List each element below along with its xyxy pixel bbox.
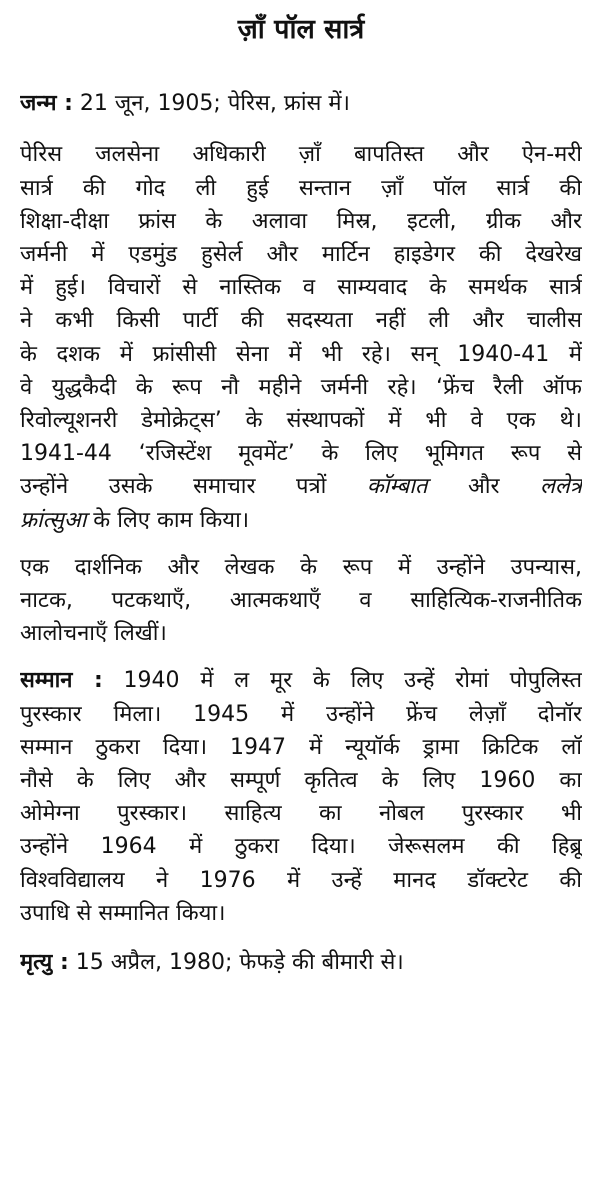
page-title: ज़ाँ पॉल सार्त्र bbox=[237, 14, 365, 45]
honors-label: सम्मान : bbox=[20, 668, 103, 694]
biography-line-12 bbox=[20, 504, 582, 537]
biography-line-1: पेरिस जलसेना अधिकारी ज़ाँ बापतिस्त और ऐन-मरी bbox=[20, 142, 582, 168]
honors-paragraph bbox=[20, 664, 582, 930]
honors-line-1 bbox=[20, 664, 582, 697]
death-line bbox=[20, 946, 582, 979]
death-label: मृत्यु : bbox=[20, 949, 69, 975]
birth-text: 21 जून, 1905; पेरिस, फ्रांस में। bbox=[72, 91, 350, 117]
honors-line-6: उन्होंने 1964 में ठुकरा दिया। जेरूसलम की हिब्रू bbox=[20, 834, 582, 860]
honors-line-1-text: 1940 में ल मूर के लिए उन्हें रोमां पोपुलिस्त bbox=[102, 668, 582, 694]
biography-line-11-conjunction: और bbox=[427, 474, 540, 500]
works-paragraph bbox=[20, 551, 582, 651]
biography-line-4: जर्मनी में एडमुंड हुसेर्ल और मार्टिन हाइडेगर की देखरेख bbox=[20, 241, 582, 267]
works-line-2: नाटक, पटकथाएँ, आत्मकथाएँ व साहित्यिक-राजनीतिक bbox=[20, 587, 582, 613]
biography-line-2: सार्त्र की गोद ली हुई सन्तान ज़ाँ पॉल सार्त्र की bbox=[20, 175, 582, 201]
biography-line-7: के दशक में फ्रांसीसी सेना में भी रहे। सन् 1940-41 में bbox=[20, 341, 582, 367]
honors-line-7: विश्वविद्यालय ने 1976 में उन्हें मानद डॉक्टरेट की bbox=[20, 867, 582, 893]
honors-line-8: उपाधि से सम्मानित किया। bbox=[20, 900, 226, 926]
newspaper-title-francaises: फ्रांत्सुआ bbox=[20, 507, 87, 533]
death-text: 15 अप्रैल, 1980; फेफड़े की बीमारी से। bbox=[68, 949, 404, 975]
biography-line-11-text: उन्होंने उसके समाचार पत्रों bbox=[20, 474, 367, 500]
biography-line-10: 1941-44 ‘रजिस्टेंश मूवमेंट’ के लिए भूमिगत रूप से bbox=[20, 441, 582, 467]
biography-line-8: वे युद्धकैदी के रूप नौ महीने जर्मनी रहे। ‘फ्रेंच रैली ऑफ bbox=[20, 374, 582, 400]
honors-line-2: पुरस्कार मिला। 1945 में उन्होंने फ्रेंच लेज़ाँ दोनॉर bbox=[20, 701, 582, 727]
birth-label: जन्म : bbox=[20, 91, 73, 117]
honors-line-3: सम्मान ठुकरा दिया। 1947 में न्यूयॉर्क ड्रामा क्रिटिक लॉ bbox=[20, 734, 582, 760]
biography-line-6: ने कभी किसी पार्टी की सदस्यता नहीं ली और चालीस bbox=[20, 308, 582, 334]
honors-line-5: ओमेग्ना पुरस्कार। साहित्य का नोबल पुरस्कार भी bbox=[20, 801, 582, 827]
honors-line-4: नौसे के लिए और सम्पूर्ण कृतित्व के लिए 1960 का bbox=[20, 767, 582, 793]
biography-line-11 bbox=[20, 470, 582, 503]
biography-line-9: रिवोल्यूशनरी डेमोक्रेट्स’ के संस्थापकों में भी वे एक थे। bbox=[20, 407, 582, 433]
biography-line-3: शिक्षा-दीक्षा फ्रांस के अलावा मिस्र, इटली, ग्रीक और bbox=[20, 208, 582, 234]
works-line-3: आलोचनाएँ लिखीं। bbox=[20, 621, 167, 647]
newspaper-title-lettres: ललेत्र bbox=[540, 474, 582, 500]
birth-line bbox=[20, 87, 582, 120]
biography-line-5: में हुई। विचारों से नास्तिक व साम्यवाद के समर्थक सार्त्र bbox=[20, 275, 582, 301]
biography-paragraph bbox=[20, 138, 582, 536]
works-line-1: एक दार्शनिक और लेखक के रूप में उन्होंने उपन्यास, bbox=[20, 554, 582, 580]
newspaper-title-combat: कॉम्बात bbox=[366, 474, 428, 500]
biography-line-12-text: के लिए काम किया। bbox=[86, 507, 250, 533]
